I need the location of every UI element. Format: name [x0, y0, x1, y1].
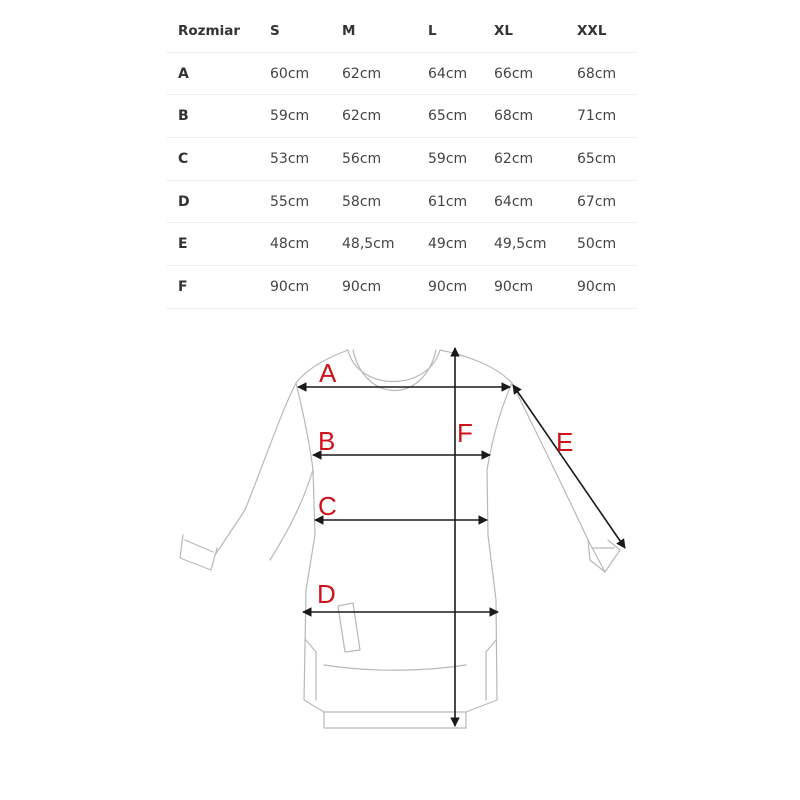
table-cell: 71cm: [577, 95, 638, 138]
table-row: [166, 180, 638, 223]
header-l: L: [428, 10, 494, 52]
row-label: F: [166, 266, 270, 309]
measurement-e-arrow: [513, 385, 625, 548]
row-label: C: [166, 138, 270, 181]
table-cell: 62cm: [342, 52, 428, 95]
table-cell: 66cm: [494, 52, 577, 95]
size-table-header-row: [166, 10, 638, 52]
table-cell: 55cm: [270, 180, 342, 223]
table-cell: 59cm: [428, 138, 494, 181]
table-cell: 56cm: [342, 138, 428, 181]
measurement-c-label: C: [318, 491, 337, 521]
row-label: E: [166, 223, 270, 266]
size-table: [166, 10, 638, 309]
header-s: S: [270, 10, 342, 52]
table-cell: 64cm: [494, 180, 577, 223]
header-xxl: XXL: [577, 10, 638, 52]
table-cell: 49cm: [428, 223, 494, 266]
garment-measurement-diagram: [0, 300, 800, 800]
measurement-a-label: A: [319, 358, 337, 388]
table-cell: 90cm: [577, 266, 638, 309]
table-cell: 65cm: [428, 95, 494, 138]
table-cell: 59cm: [270, 95, 342, 138]
table-row: [166, 52, 638, 95]
header-xl: XL: [494, 10, 577, 52]
row-label: B: [166, 95, 270, 138]
table-cell: 62cm: [342, 95, 428, 138]
measurement-d-label: D: [317, 579, 336, 609]
table-row: [166, 95, 638, 138]
table-cell: 62cm: [494, 138, 577, 181]
table-row: [166, 138, 638, 181]
table-cell: 65cm: [577, 138, 638, 181]
table-cell: 48cm: [270, 223, 342, 266]
row-label: A: [166, 52, 270, 95]
table-cell: 68cm: [494, 95, 577, 138]
table-cell: 61cm: [428, 180, 494, 223]
table-cell: 68cm: [577, 52, 638, 95]
row-label: D: [166, 180, 270, 223]
table-cell: 60cm: [270, 52, 342, 95]
table-cell: 64cm: [428, 52, 494, 95]
measurement-b-label: B: [318, 426, 336, 456]
table-cell: 90cm: [342, 266, 428, 309]
table-cell: 48,5cm: [342, 223, 428, 266]
table-cell: 50cm: [577, 223, 638, 266]
measurement-e-label: E: [556, 427, 574, 457]
table-cell: 53cm: [270, 138, 342, 181]
table-cell: 90cm: [428, 266, 494, 309]
measurement-lines: [298, 348, 625, 726]
sweater-outline: [180, 350, 620, 728]
table-cell: 90cm: [494, 266, 577, 309]
header-m: M: [342, 10, 428, 52]
header-size: Rozmiar: [166, 10, 270, 52]
table-cell: 67cm: [577, 180, 638, 223]
table-row: [166, 223, 638, 266]
table-cell: 58cm: [342, 180, 428, 223]
measurement-f-label: F: [457, 418, 473, 448]
table-cell: 49,5cm: [494, 223, 577, 266]
table-cell: 90cm: [270, 266, 342, 309]
